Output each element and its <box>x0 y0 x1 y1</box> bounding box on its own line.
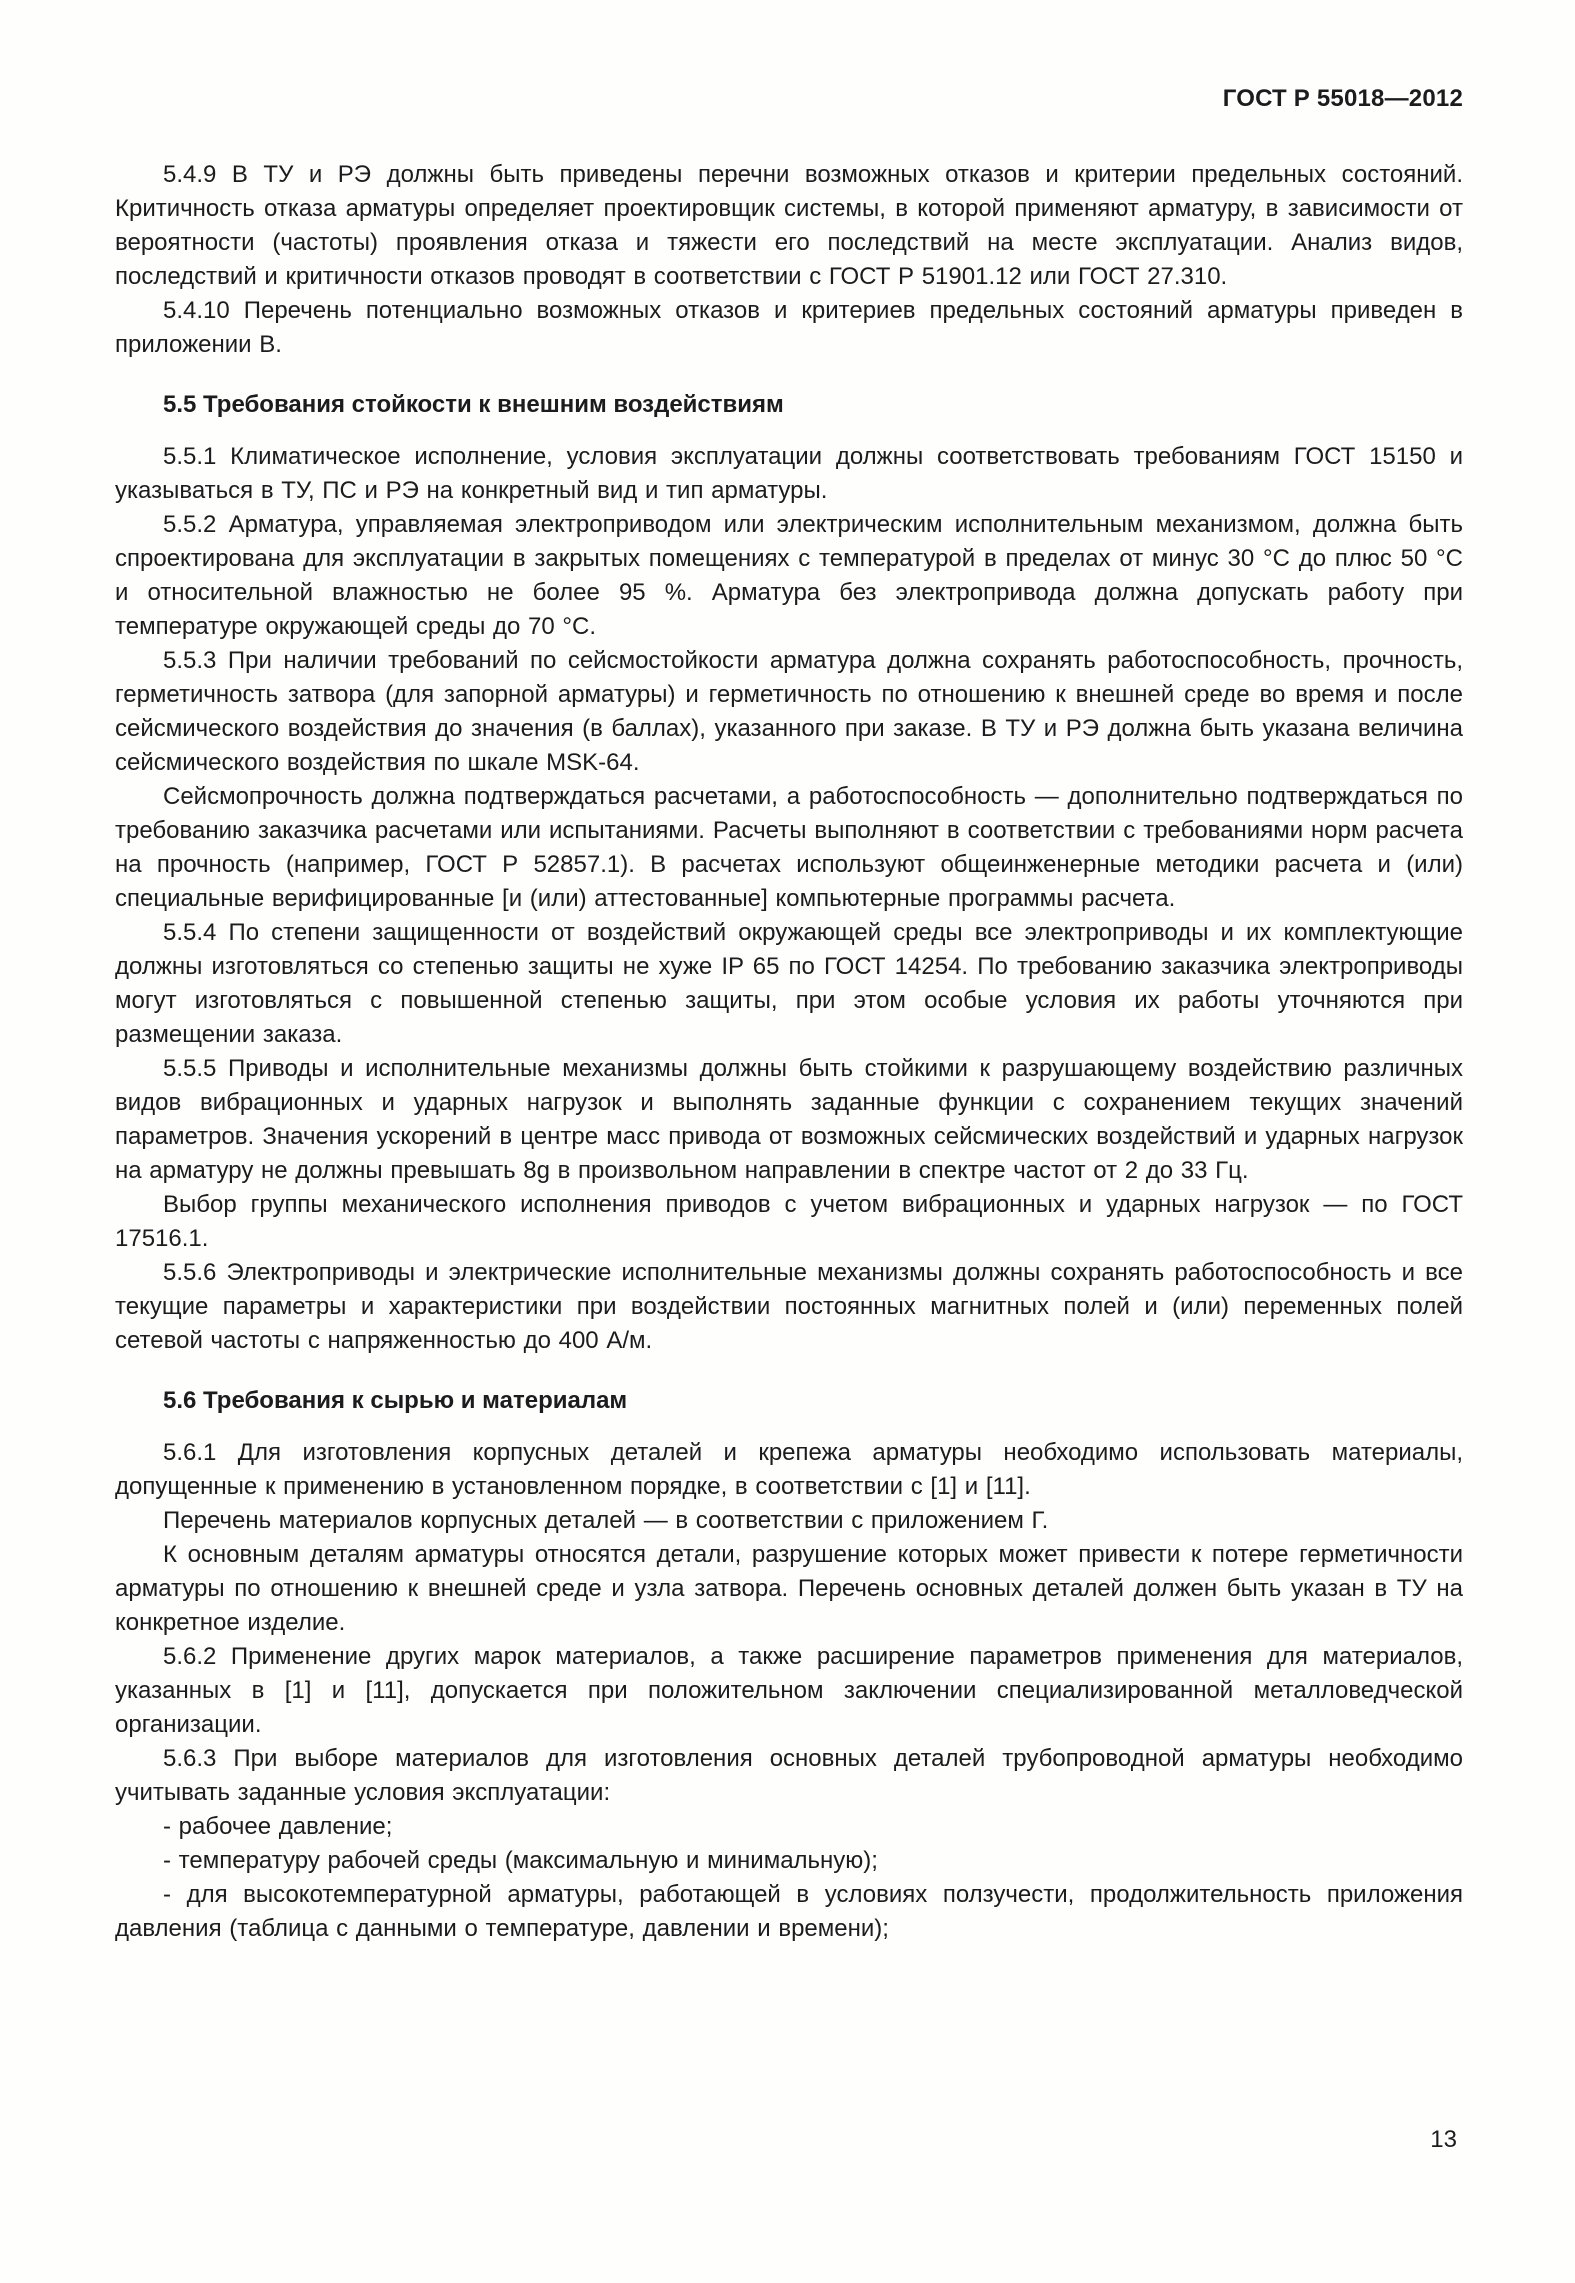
paragraph: 5.4.10 Перечень потенциально возможных отказов и критериев предельных состояний арматуры приведен в приложении В. <box>115 297 1463 358</box>
document-code: ГОСТ Р 55018—2012 <box>1222 85 1463 112</box>
paragraph: - рабочее давление; <box>163 1813 393 1840</box>
paragraph: 5.5.6 Электроприводы и электрические исполнительные механизмы должны сохранять работоспособность и все текущие параметры и характеристики при воздействии постоянных магнитных полей и (или) переменных полей сетевой частоты с напряженностью до 400 А/м. <box>115 1259 1463 1354</box>
paragraph: 5.5.4 По степени защищенности от воздействий окружающей среды все электроприводы и их комплектующие должны изготовляться со степенью защиты не хуже IP 65 по ГОСТ 14254. По требованию заказчика электроприводы могут изготовляться с повышенной степенью защиты, при этом особые условия их работы уточняются при размещении заказа. <box>115 919 1463 1048</box>
page-number: 13 <box>1430 2126 1457 2153</box>
paragraph: 5.5.1 Климатическое исполнение, условия эксплуатации должны соответствовать требованиям ГОСТ 15150 и указываться в ТУ, ПС и РЭ на конкретный вид и тип арматуры. <box>115 443 1463 504</box>
document-content <box>115 158 1463 1946</box>
page-header <box>115 84 1463 114</box>
paragraph: - для высокотемпературной арматуры, работающей в условиях ползучести, продолжительность приложения давления (таблица с данными о температуре, давлении и времени); <box>115 1881 1463 1942</box>
paragraph: Сейсмопрочность должна подтверждаться расчетами, а работоспособность — дополнительно подтверждаться по требованию заказчика расчетами или испытаниями. Расчеты выполняют в соответствии с требованиями норм расчета на прочность (например, ГОСТ Р 52857.1). В расчетах используют общеинженерные методики расчета и (или) специальные верифицированные [и (или) аттестованные] компьютерные программы расчета. <box>115 783 1463 912</box>
paragraph: 5.4.9 В ТУ и РЭ должны быть приведены перечни возможных отказов и критерии предельных состояний. Критичность отказа арматуры определяет проектировщик системы, в которой применяют арматуру, в зависимости от вероятности (частоты) проявления отказа и тяжести его последствий на месте эксплуатации. Анализ видов, последствий и критичности отказов проводят в соответствии с ГОСТ Р 51901.12 или ГОСТ 27.310. <box>115 161 1463 290</box>
section-heading: 5.6 Требования к сырью и материалам <box>163 1387 628 1414</box>
paragraph: 5.5.2 Арматура, управляемая электроприводом или электрическим исполнительным механизмом, должна быть спроектирована для эксплуатации в закрытых помещениях с температурой в пределах от минус 30 °С до плюс 50 °С и относительной влажностью не более 95 %. Арматура без электропривода должна допускать работу при температуре окружающей среды до 70 °С. <box>115 511 1463 640</box>
paragraph: 5.6.2 Применение других марок материалов, а также расширение параметров применения для материалов, указанных в [1] и [11], допускается при положительном заключении специализированной металловедческой организации. <box>115 1643 1463 1738</box>
paragraph: 5.5.3 При наличии требований по сейсмостойкости арматура должна сохранять работоспособность, прочность, герметичность затвора (для запорной арматуры) и герметичность по отношению к внешней среде во время и после сейсмического воздействия до значения (в баллах), указанного при заказе. В ТУ и РЭ должна быть указана величина сейсмического воздействия по шкале MSK-64. <box>115 647 1463 776</box>
section-heading: 5.5 Требования стойкости к внешним воздействиям <box>163 391 784 418</box>
paragraph: Перечень материалов корпусных деталей — в соответствии с приложением Г. <box>163 1507 1049 1534</box>
paragraph: 5.5.5 Приводы и исполнительные механизмы должны быть стойкими к разрушающему воздействию различных видов вибрационных и ударных нагрузок и выполнять заданные функции с сохранением текущих значений параметров. Значения ускорений в центре масс привода от возможных сейсмических воздействий и ударных нагрузок на арматуру не должны превышать 8g в произвольном направлении в спектре частот от 2 до 33 Гц. <box>115 1055 1463 1184</box>
paragraph: К основным деталям арматуры относятся детали, разрушение которых может привести к потере герметичности арматуры по отношению к внешней среде и узла затвора. Перечень основных деталей должен быть указан в ТУ на конкретное изделие. <box>115 1541 1463 1636</box>
paragraph: 5.6.1 Для изготовления корпусных деталей и крепежа арматуры необходимо использовать материалы, допущенные к применению в установленном порядке, в соответствии с [1] и [11]. <box>115 1439 1463 1500</box>
paragraph: 5.6.3 При выборе материалов для изготовления основных деталей трубопроводной арматуры необходимо учитывать заданные условия эксплуатации: <box>115 1745 1463 1806</box>
paragraph: - температуру рабочей среды (максимальную и минимальную); <box>163 1847 878 1874</box>
paragraph: Выбор группы механического исполнения приводов с учетом вибрационных и ударных нагрузок — по ГОСТ 17516.1. <box>115 1191 1463 1252</box>
